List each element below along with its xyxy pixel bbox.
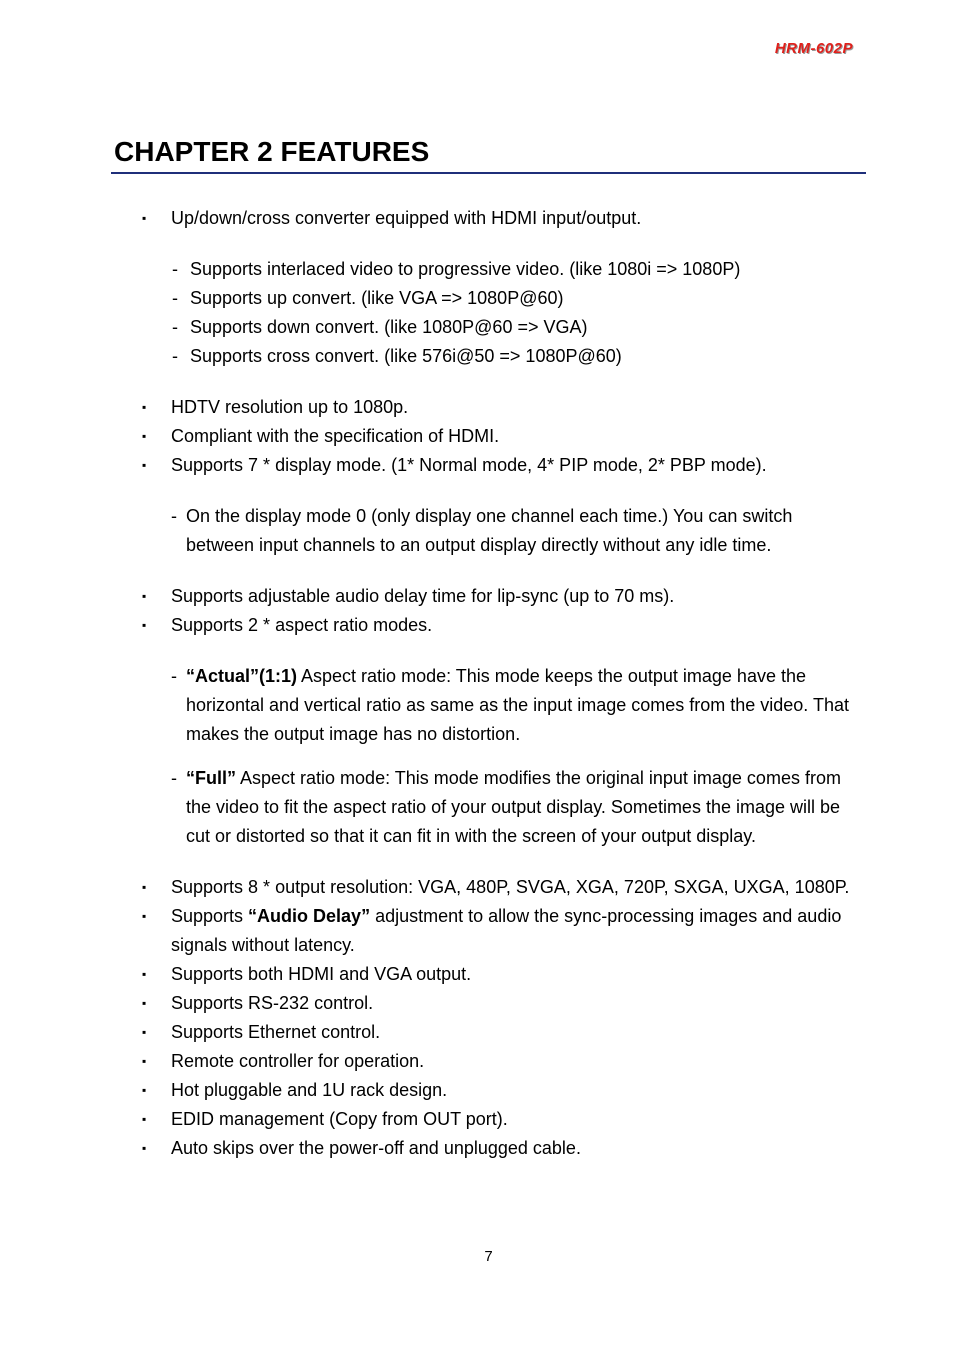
audio-delay-term: “Audio Delay” (248, 906, 371, 926)
bullet-marker: ▪ (142, 996, 147, 1010)
mode-name-full: “Full” (186, 768, 236, 788)
sub-item (0, 284, 855, 313)
sub-item (0, 342, 855, 371)
feature-item (0, 960, 851, 989)
mode-name-actual: “Actual”(1:1) (186, 666, 298, 686)
chapter-title: CHAPTER 2 FEATURES (114, 136, 430, 167)
feature-text: Auto skips over the power-off and unplugged cable. (171, 1138, 581, 1158)
feature-text-suffix: adjustment to allow the sync-processing images and audio signals without latency. (171, 906, 842, 955)
dash-marker: - (171, 768, 177, 788)
sub-text: On the display mode 0 (only display one channel each time.) You can switch between input channels to an output display directly without any idle time. (186, 506, 793, 555)
bullet-marker: ▪ (142, 909, 147, 923)
spacer (0, 560, 954, 582)
spacer (0, 640, 954, 662)
sub-text: Supports down convert. (like 1080P@60 => VGA) (190, 317, 588, 337)
feature-list (0, 204, 954, 1163)
sub-text: Supports up convert. (like VGA => 1080P@60) (190, 288, 564, 308)
bullet-marker: ▪ (142, 458, 147, 472)
dash-marker: - (171, 506, 177, 526)
sub-text: Aspect ratio mode: This mode keeps the output image have the horizontal and vertical ratio as same as the input image comes from the video. That makes the output image has no distortion. (186, 666, 850, 744)
dash-marker: - (171, 666, 177, 686)
sub-item (0, 662, 856, 749)
bullet-marker: ▪ (142, 589, 147, 603)
dash-marker: - (172, 317, 178, 337)
sub-text: Supports cross convert. (like 576i@50 => 1080P@60) (190, 346, 622, 366)
spacer (0, 480, 954, 502)
feature-item (0, 1076, 851, 1105)
feature-text: Supports RS-232 control. (171, 993, 374, 1013)
feature-text: Supports Ethernet control. (171, 1022, 381, 1042)
spacer (0, 371, 954, 393)
feature-text: Up/down/cross converter equipped with HDMI input/output. (171, 208, 642, 228)
sub-text: Aspect ratio mode: This mode modifies the original input image comes from the video to fit the aspect ratio of your output display. Sometimes the image will be cut or distorted so that it can fit in with the screen of your output display. (186, 768, 841, 846)
feature-item (0, 1018, 851, 1047)
feature-item (0, 902, 851, 960)
feature-item (0, 1134, 851, 1163)
dash-marker: - (172, 288, 178, 308)
sub-item (0, 255, 855, 284)
dash-marker: - (172, 346, 178, 366)
feature-item (0, 422, 851, 451)
bullet-marker: ▪ (142, 1083, 147, 1097)
feature-text: Supports 7 * display mode. (1* Normal mode, 4* PIP mode, 2* PBP mode). (171, 455, 767, 475)
feature-item (0, 204, 851, 233)
page-number: 7 (484, 1248, 493, 1265)
feature-item (0, 582, 851, 611)
bullet-marker: ▪ (142, 429, 147, 443)
feature-text: Supports 8 * output resolution: VGA, 480P, SVGA, XGA, 720P, SXGA, UXGA, 1080P. (171, 877, 850, 897)
feature-text: EDID management (Copy from OUT port). (171, 1109, 508, 1129)
sub-text: Supports interlaced video to progressive video. (like 1080i => 1080P) (190, 259, 741, 279)
bullet-marker: ▪ (142, 400, 147, 414)
spacer (0, 233, 954, 255)
title-underline (111, 172, 866, 174)
sub-item (0, 502, 856, 560)
feature-item (0, 989, 851, 1018)
bullet-marker: ▪ (142, 1025, 147, 1039)
feature-text: HDTV resolution up to 1080p. (171, 397, 409, 417)
bullet-marker: ▪ (142, 1141, 147, 1155)
feature-text: Supports 2 * aspect ratio modes. (171, 615, 433, 635)
feature-text: Supports both HDMI and VGA output. (171, 964, 472, 984)
feature-item (0, 451, 851, 480)
dash-marker: - (172, 259, 178, 279)
bullet-marker: ▪ (142, 211, 147, 225)
sub-item (0, 313, 855, 342)
bullet-marker: ▪ (142, 618, 147, 632)
sub-item (0, 764, 856, 851)
feature-text: Supports adjustable audio delay time for lip-sync (up to 70 ms). (171, 586, 675, 606)
feature-text-prefix: Supports (171, 906, 249, 926)
bullet-marker: ▪ (142, 1054, 147, 1068)
feature-item (0, 1105, 851, 1134)
bullet-marker: ▪ (142, 1112, 147, 1126)
feature-text: Remote controller for operation. (171, 1051, 425, 1071)
feature-text: Hot pluggable and 1U rack design. (171, 1080, 448, 1100)
feature-item (0, 393, 851, 422)
spacer (0, 749, 954, 764)
feature-item (0, 611, 851, 640)
feature-item (0, 1047, 851, 1076)
feature-item (0, 873, 851, 902)
header-model-name: HRM-602P (774, 40, 853, 57)
spacer (0, 851, 954, 873)
bullet-marker: ▪ (142, 880, 147, 894)
bullet-marker: ▪ (142, 967, 147, 981)
feature-text: Compliant with the specification of HDMI. (171, 426, 500, 446)
